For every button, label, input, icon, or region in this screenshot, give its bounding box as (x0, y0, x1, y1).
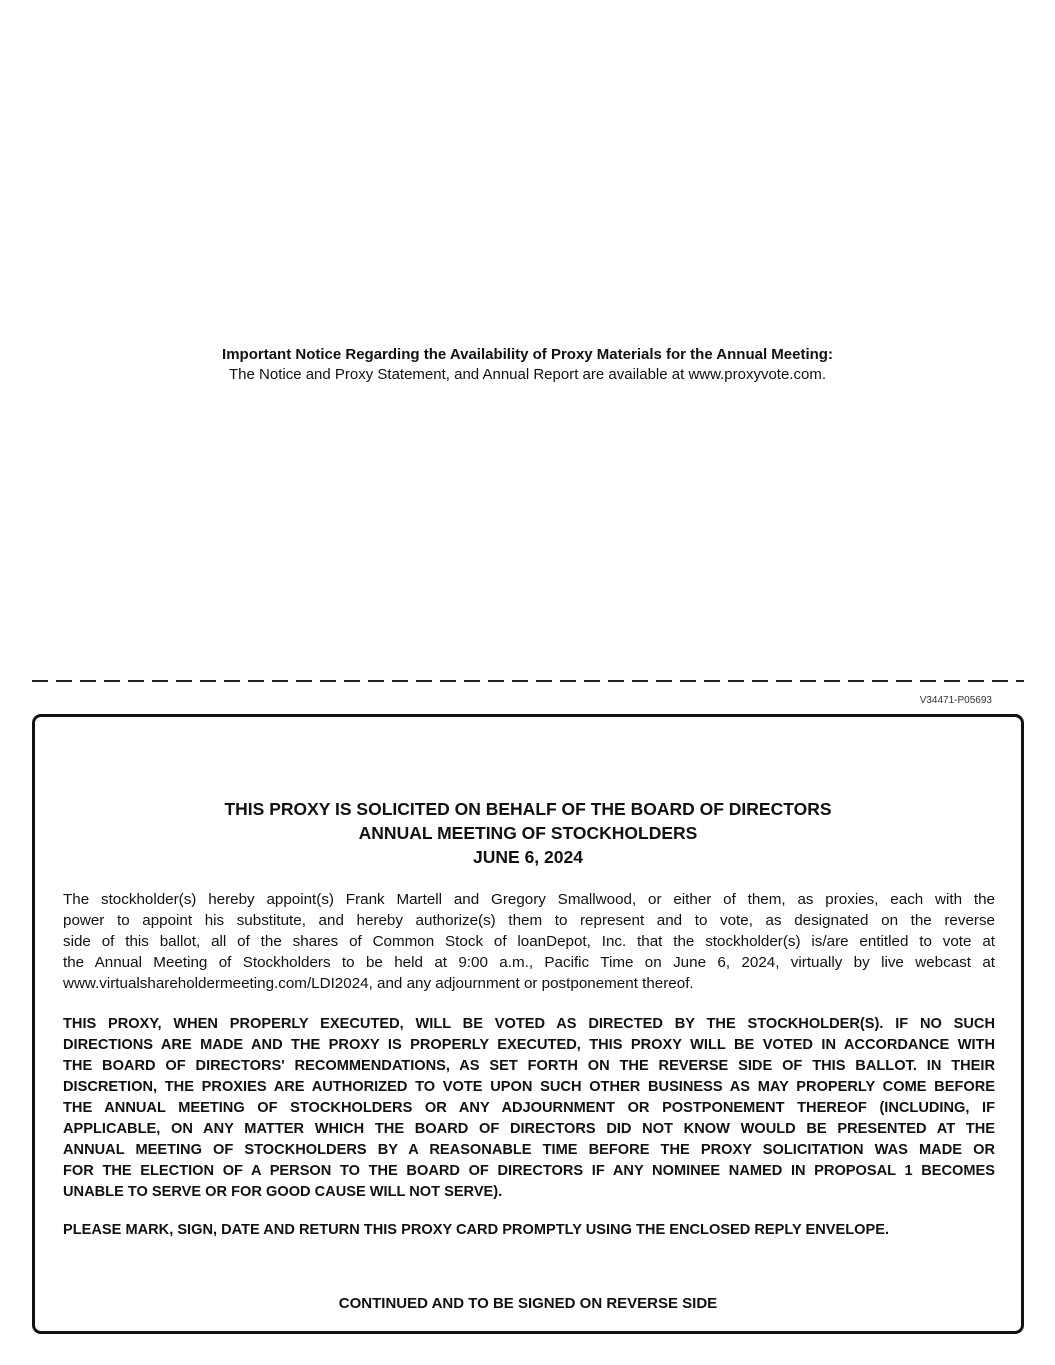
card-heading: ANNUAL MEETING OF STOCKHOLDERS (358, 823, 698, 843)
notice-heading: Important Notice Regarding the Availability of Proxy Materials for the Annual Meeting: (222, 346, 833, 363)
return-instructions: PLEASE MARK, SIGN, DATE AND RETURN THIS PROXY CARD PROMPTLY USING THE ENCLOSED REPLY ENVELOPE. (63, 1222, 890, 1238)
proxy-materials-notice (0, 345, 1055, 385)
text-line: FOR THE ELECTION OF A PERSON TO THE BOARD OF DIRECTORS IF ANY NOMINEE NAMED IN PROPOSAL 1 BECOMES (63, 1163, 995, 1179)
card-heading: JUNE 6, 2024 (473, 847, 583, 867)
voting-directions-paragraph (63, 1014, 995, 1203)
text-line: DIRECTIONS ARE MADE AND THE PROXY IS PROPERLY EXECUTED, THIS PROXY WILL BE VOTED IN ACCORDANCE WITH (63, 1037, 995, 1053)
text-line: power to appoint his substitute, and hereby authorize(s) them to represent and to vote, as designated on the reverse (63, 912, 995, 929)
text-line: www.virtualshareholdermeeting.com/LDI2024, and any adjournment or postponement thereof. (63, 975, 694, 992)
card-headings (35, 797, 1021, 869)
card-code: V34471-P05693 (919, 695, 992, 706)
card-heading: THIS PROXY IS SOLICITED ON BEHALF OF THE BOARD OF DIRECTORS (224, 799, 832, 819)
text-line: UNABLE TO SERVE OR FOR GOOD CAUSE WILL NOT SERVE). (63, 1184, 503, 1200)
text-line: ANNUAL MEETING OF STOCKHOLDERS BY A REASONABLE TIME BEFORE THE PROXY SOLICITATION WAS MADE OR (63, 1142, 995, 1158)
text-line: side of this ballot, all of the shares of Common Stock of loanDepot, Inc. that the stockholder(s) is/are entitled to vote at (63, 933, 995, 950)
tear-line-divider (32, 680, 1024, 682)
text-line: the Annual Meeting of Stockholders to be held at 9:00 a.m., Pacific Time on June 6, 2024, virtually by live webcast at (63, 954, 995, 971)
text-line: APPLICABLE, ON ANY MATTER WHICH THE BOARD OF DIRECTORS DID NOT KNOW WOULD BE PRESENTED AT THE (63, 1121, 995, 1137)
proxy-card (32, 714, 1024, 1334)
appointment-paragraph (63, 889, 995, 994)
continued-footer: CONTINUED AND TO BE SIGNED ON REVERSE SIDE (338, 1295, 718, 1312)
text-line: THE BOARD OF DIRECTORS' RECOMMENDATIONS, AS SET FORTH ON THE REVERSE SIDE OF THIS BALLOT. IN THEIR (63, 1058, 995, 1074)
text-line: The stockholder(s) hereby appoint(s) Frank Martell and Gregory Smallwood, or either of them, as proxies, each with the (63, 891, 995, 908)
notice-text: The Notice and Proxy Statement, and Annual Report are available at www.proxyvote.com. (229, 366, 826, 383)
text-line: DISCRETION, THE PROXIES ARE AUTHORIZED TO VOTE UPON SUCH OTHER BUSINESS AS MAY PROPERLY COME BEFORE (63, 1079, 995, 1095)
text-line: THE ANNUAL MEETING OF STOCKHOLDERS OR ANY ADJOURNMENT OR POSTPONEMENT THEREOF (INCLUDING, IF (63, 1100, 995, 1116)
text-line: THIS PROXY, WHEN PROPERLY EXECUTED, WILL BE VOTED AS DIRECTED BY THE STOCKHOLDER(S). IF NO SUCH (63, 1016, 995, 1032)
